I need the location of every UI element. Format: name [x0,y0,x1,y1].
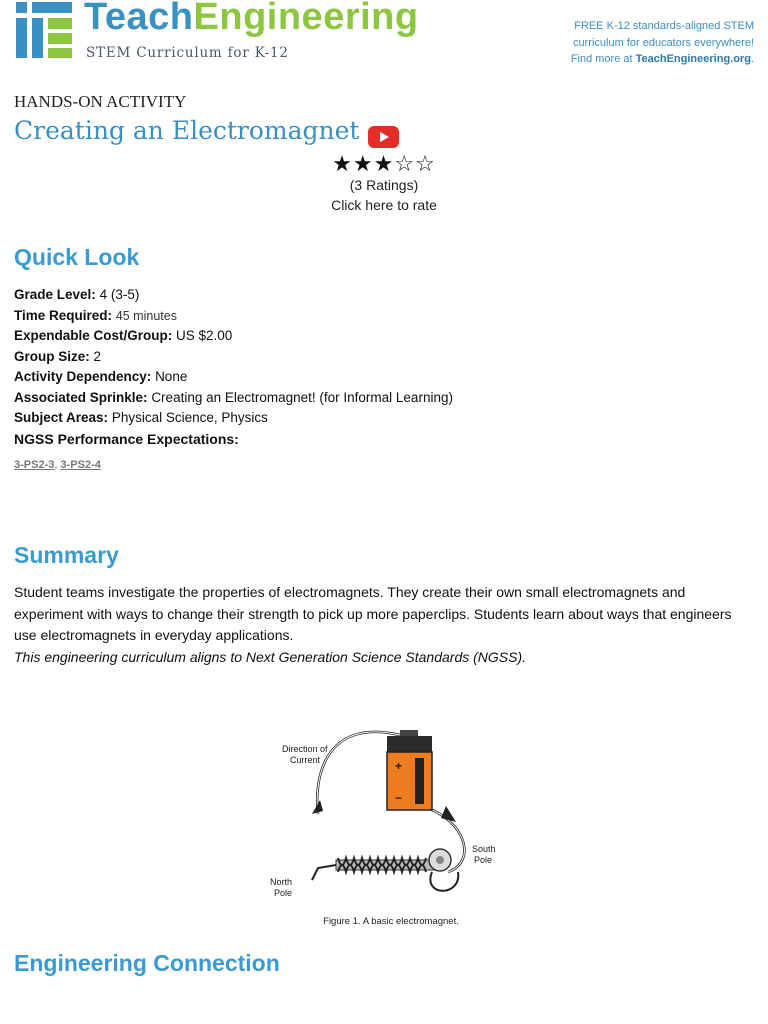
current-label-line2: Current [290,755,321,765]
logo-mark-icon [16,2,72,60]
ngss-links [14,459,101,471]
summary-heading: Summary [14,542,119,568]
sprinkle-row [14,388,453,409]
electromagnet-figure [262,722,502,908]
site-header [0,0,768,80]
logo-tagline: STEM Curriculum for K-12 [86,45,289,61]
header-note-line2: curriculum for educators everywhere! [573,36,754,49]
rating-count: (3 Ratings) [349,177,419,193]
current-label-line1: Direction of [282,744,328,754]
battery-minus-label: − [395,791,403,805]
group-size-label: Group Size: [14,348,90,364]
teachengineering-link[interactable]: TeachEngineering.org [635,53,751,65]
star-empty-icon[interactable]: ☆ [415,151,436,176]
subject-areas-row [14,408,453,429]
star-empty-icon[interactable]: ☆ [394,151,416,176]
rate-link[interactable]: Click here to rate [331,197,437,213]
grade-level-value: 4 (3-5) [99,287,140,302]
group-size-value: 2 [93,348,102,364]
time-required-label: Time Required: [14,307,113,323]
logo-wordmark [84,0,419,39]
star-filled-icon[interactable]: ★ [373,151,395,176]
time-required-row [14,306,453,327]
header-note [534,18,754,68]
dependency-label: Activity Dependency: [14,369,152,384]
header-note-prefix: Find more at [570,53,636,65]
south-pole-label-line1: South [472,844,496,854]
ngss-heading: NGSS Performance Expectations: [14,430,239,447]
activity-type: HANDS-ON ACTIVITY [14,92,187,111]
group-size-row [14,347,453,368]
quick-look-facts [14,285,453,449]
dependency-row [14,367,453,388]
star-filled-icon[interactable]: ★ [332,151,353,176]
ngss-link-3-ps2-3[interactable]: 3-PS2-3 [14,459,55,471]
cost-value: US $2.00 [176,328,233,343]
ngss-separator: , [54,459,58,471]
time-required-value: 45 minutes [115,308,177,323]
header-note-line3 [534,51,754,68]
north-pole-label-line1: North [270,877,293,887]
star-filled-icon[interactable]: ★ [352,151,374,176]
figure-caption: Figure 1. A basic electromagnet. [323,916,459,927]
logo-word-teach: Teach [84,0,194,38]
ngss-alignment-note: This engineering curriculum aligns to Next Generation Science Standards (NGSS). [14,648,527,665]
battery-plus-label: + [395,759,403,773]
star-rating[interactable] [284,152,484,176]
subject-areas-label: Subject Areas: [14,410,109,425]
sprinkle-label: Associated Sprinkle: [14,389,148,405]
summary-text: Student teams investigate the properties of electromagnets. They create their own small electromagnets and experiment with ways to change their strength to pick up more paperclips. Students learn about ways that engineers use electromagnets in everyday applications. [14,584,732,643]
cost-label: Expendable Cost/Group: [14,328,173,343]
battery-icon [387,730,432,810]
south-pole-label-line2: Pole [474,855,493,865]
current-arrow-icon [441,806,456,822]
quick-look-heading: Quick Look [14,244,140,270]
header-note-suffix: . [750,53,754,65]
grade-level-label: Grade Level: [14,287,96,302]
engineering-connection-heading: Engineering Connection [14,950,280,976]
logo-word-engineering: Engineering [193,0,419,38]
grade-level-row [14,285,453,306]
cost-row [14,326,453,347]
rating-widget[interactable] [284,152,484,213]
coil-icon [312,849,458,891]
subject-areas-value: Physical Science, Physics [111,410,268,425]
ngss-link-3-ps2-4[interactable]: 3-PS2-4 [60,459,101,471]
summary-body [14,582,754,668]
dependency-value: None [155,369,188,384]
page-title: Creating an Electromagnet [14,116,360,145]
north-pole-label-line2: Pole [274,888,293,898]
teachengineering-logo[interactable] [16,2,456,64]
header-note-line1: FREE K-12 standards-aligned STEM [574,20,754,32]
sprinkle-value[interactable]: Creating an Electromagnet! (for Informal Learning) [151,389,453,405]
youtube-icon[interactable] [368,126,399,148]
